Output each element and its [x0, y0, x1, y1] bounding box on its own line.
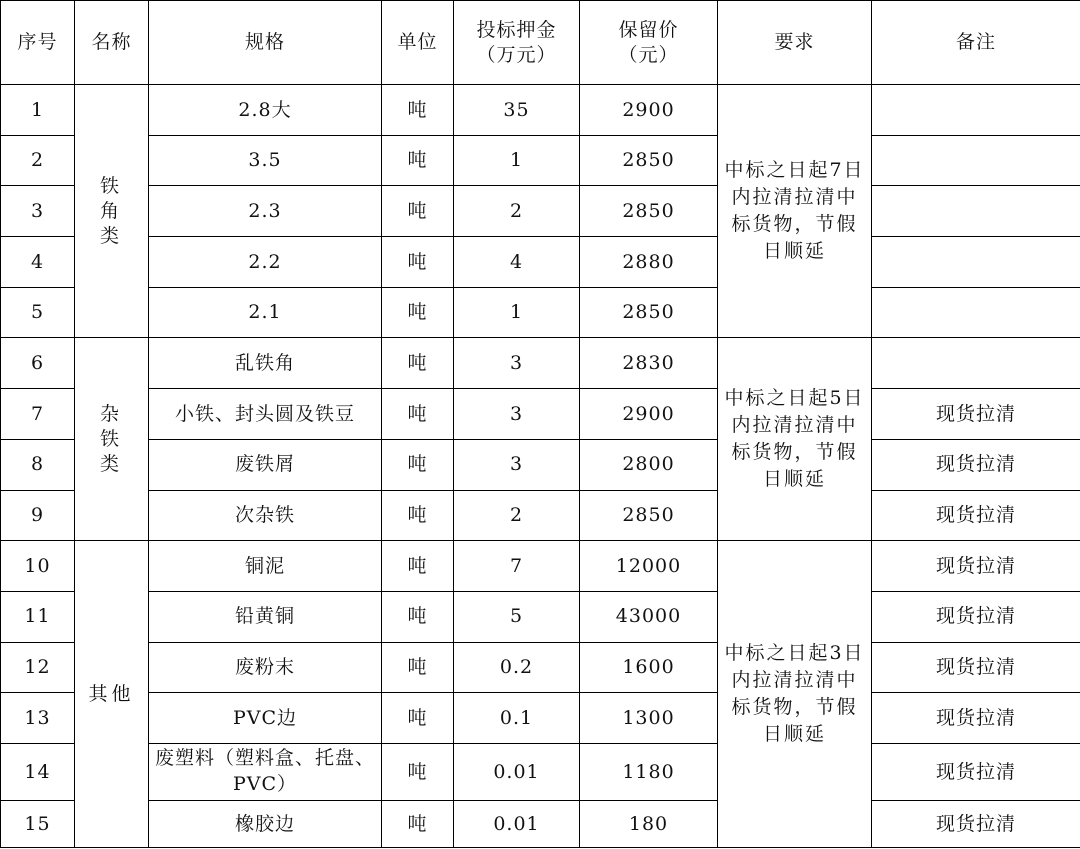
table-row	[1, 743, 1080, 800]
cell-deposit: 35	[454, 85, 580, 136]
cell-spec: 铅黄铜	[149, 591, 382, 642]
cell-note: 现货拉清	[872, 743, 1080, 800]
cell-note	[872, 135, 1080, 186]
cell-unit: 吨	[382, 135, 454, 186]
table-row	[1, 135, 1080, 186]
cell-reserve: 1180	[580, 743, 718, 800]
cell-spec: 铜泥	[149, 541, 382, 592]
header-spec: 规格	[149, 1, 382, 85]
cell-no: 14	[1, 743, 75, 800]
cell-deposit: 2	[454, 490, 580, 541]
header-unit: 单位	[382, 1, 454, 85]
cell-reserve: 2850	[580, 490, 718, 541]
cell-note: 现货拉清	[872, 642, 1080, 693]
cell-reserve: 2900	[580, 85, 718, 136]
cell-note: 现货拉清	[872, 490, 1080, 541]
cell-spec: 2.8大	[149, 85, 382, 136]
cell-deposit: 0.2	[454, 642, 580, 693]
cell-reserve: 2850	[580, 186, 718, 237]
header-note: 备注	[872, 1, 1080, 85]
cell-spec: PVC边	[149, 693, 382, 744]
cell-unit: 吨	[382, 743, 454, 800]
cell-unit: 吨	[382, 490, 454, 541]
cell-note	[872, 186, 1080, 237]
cell-deposit: 7	[454, 541, 580, 592]
cell-note: 现货拉清	[872, 591, 1080, 642]
cell-no: 3	[1, 186, 75, 237]
cell-reserve: 2850	[580, 287, 718, 338]
cell-reserve: 1600	[580, 642, 718, 693]
header-row	[1, 1, 1080, 85]
header-no: 序号	[1, 1, 75, 85]
cell-unit: 吨	[382, 693, 454, 744]
header-requirement: 要求	[718, 1, 872, 85]
cell-no: 11	[1, 591, 75, 642]
group-requirement: 中标之日起7日内拉清拉清中标货物，节假日顺延	[718, 85, 872, 338]
cell-note	[872, 85, 1080, 136]
table-row	[1, 338, 1080, 389]
cell-deposit: 3	[454, 389, 580, 440]
cell-no: 7	[1, 389, 75, 440]
cell-note: 现货拉清	[872, 389, 1080, 440]
cell-reserve: 2850	[580, 135, 718, 186]
cell-note	[872, 287, 1080, 338]
cell-no: 13	[1, 693, 75, 744]
table-row	[1, 237, 1080, 288]
table-row	[1, 439, 1080, 490]
header-reserve: 保留价 （元）	[580, 1, 718, 85]
cell-reserve: 1300	[580, 693, 718, 744]
cell-deposit: 3	[454, 338, 580, 389]
group-name: 其他	[75, 541, 149, 848]
group-requirement: 中标之日起3日内拉清拉清中标货物，节假日顺延	[718, 541, 872, 848]
cell-unit: 吨	[382, 287, 454, 338]
cell-spec: 2.3	[149, 186, 382, 237]
cell-deposit: 0.01	[454, 743, 580, 800]
cell-deposit: 4	[454, 237, 580, 288]
cell-no: 15	[1, 800, 75, 847]
cell-unit: 吨	[382, 541, 454, 592]
table-row	[1, 800, 1080, 847]
table-row	[1, 591, 1080, 642]
cell-reserve: 2880	[580, 237, 718, 288]
table-row	[1, 389, 1080, 440]
cell-note: 现货拉清	[872, 541, 1080, 592]
cell-spec: 次杂铁	[149, 490, 382, 541]
cell-unit: 吨	[382, 186, 454, 237]
cell-reserve: 180	[580, 800, 718, 847]
cell-no: 6	[1, 338, 75, 389]
cell-deposit: 5	[454, 591, 580, 642]
cell-unit: 吨	[382, 439, 454, 490]
cell-unit: 吨	[382, 237, 454, 288]
cell-deposit: 1	[454, 135, 580, 186]
header-name: 名称	[75, 1, 149, 85]
cell-deposit: 3	[454, 439, 580, 490]
cell-no: 1	[1, 85, 75, 136]
cell-unit: 吨	[382, 591, 454, 642]
cell-spec: 3.5	[149, 135, 382, 186]
cell-unit: 吨	[382, 389, 454, 440]
cell-no: 2	[1, 135, 75, 186]
cell-spec: 2.1	[149, 287, 382, 338]
cell-reserve: 2900	[580, 389, 718, 440]
cell-unit: 吨	[382, 642, 454, 693]
cell-no: 9	[1, 490, 75, 541]
cell-no: 8	[1, 439, 75, 490]
cell-unit: 吨	[382, 338, 454, 389]
cell-spec: 废粉末	[149, 642, 382, 693]
cell-spec: 废塑料（塑料盒、托盘、PVC）	[149, 743, 382, 800]
cell-spec: 2.2	[149, 237, 382, 288]
table-row	[1, 85, 1080, 136]
group-name: 杂铁类	[75, 338, 149, 541]
table-row	[1, 186, 1080, 237]
table-row	[1, 541, 1080, 592]
cell-note: 现货拉清	[872, 439, 1080, 490]
table-row	[1, 642, 1080, 693]
header-deposit: 投标押金 （万元）	[454, 1, 580, 85]
cell-no: 5	[1, 287, 75, 338]
cell-no: 4	[1, 237, 75, 288]
cell-deposit: 2	[454, 186, 580, 237]
cell-spec: 橡胶边	[149, 800, 382, 847]
table-row	[1, 693, 1080, 744]
cell-note	[872, 237, 1080, 288]
cell-reserve: 2800	[580, 439, 718, 490]
cell-deposit: 0.1	[454, 693, 580, 744]
cell-reserve: 2830	[580, 338, 718, 389]
cell-deposit: 0.01	[454, 800, 580, 847]
cell-note: 现货拉清	[872, 693, 1080, 744]
cell-note: 现货拉清	[872, 800, 1080, 847]
cell-spec: 小铁、封头圆及铁豆	[149, 389, 382, 440]
table-row	[1, 490, 1080, 541]
cell-note	[872, 338, 1080, 389]
cell-no: 12	[1, 642, 75, 693]
cell-reserve: 43000	[580, 591, 718, 642]
cell-unit: 吨	[382, 800, 454, 847]
cell-no: 10	[1, 541, 75, 592]
cell-unit: 吨	[382, 85, 454, 136]
table-row	[1, 287, 1080, 338]
cell-deposit: 1	[454, 287, 580, 338]
group-requirement: 中标之日起5日内拉清拉清中标货物，节假日顺延	[718, 338, 872, 541]
cell-spec: 废铁屑	[149, 439, 382, 490]
cell-reserve: 12000	[580, 541, 718, 592]
cell-spec: 乱铁角	[149, 338, 382, 389]
group-name: 铁角类	[75, 85, 149, 338]
